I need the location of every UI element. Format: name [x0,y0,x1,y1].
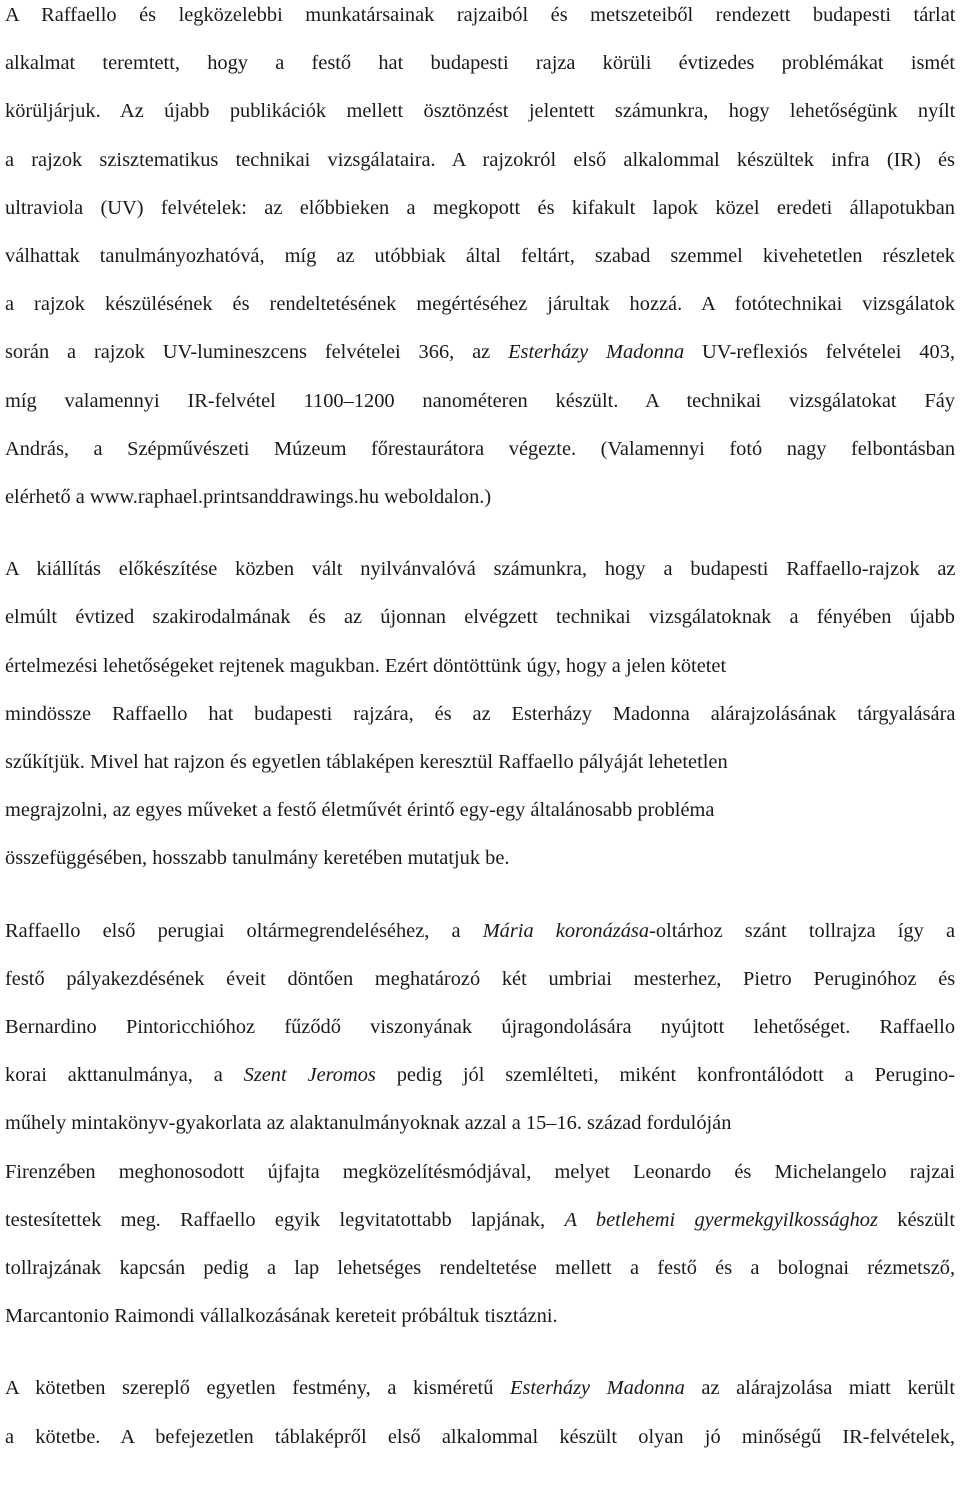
paragraph-4 [5,1364,955,1460]
artwork-title: A betlehemi gyermekgyilkossághoz [564,1208,878,1231]
text-line: megrajzolni, az egyes műveket a festő életművét érintő egy-egy általánosabb probléma [5,799,715,822]
text-segment: pedig jól szemlélteti, miként konfrontálódott a Perugino- [375,1064,955,1087]
text-line: míg valamennyi IR-felvétel 1100–1200 nanométeren készült. A technikai vizsgálatokat Fáy [5,389,955,412]
text-line: műhely mintakönyv-gyakorlata az alaktanulmányoknak azzal a 15–16. század fordulóján [5,1112,732,1135]
text-line: összefüggésében, hosszabb tanulmány keretében mutatjuk be. [5,847,510,870]
text-line [5,1364,955,1412]
text-segment: Raffaello első perugiai oltármegrendeléséhez, a [5,919,483,942]
text-line: Marcantonio Raimondi vállalkozásának kereteit próbáltuk tisztázni. [5,1305,558,1328]
text-line: Bernardino Pintoricchióhoz fűződő viszonyának újragondolására nyújtott lehetőséget. Raffaello [5,1016,956,1039]
text-line: a rajzok szisztematikus technikai vizsgálataira. A rajzokról első alkalommal készültek infra (IR) és [5,148,955,171]
text-segment: UV-reflexiós felvételei 403, [684,341,955,364]
text-line: szűkítjük. Mivel hat rajzon és egyetlen táblaképen keresztül Raffaello pályáját lehetetlen [5,751,728,774]
document-page [5,0,955,1485]
text-line: elérhető a www.raphael.printsanddrawings.hu weboldalon.) [5,486,492,509]
paragraph-2 [5,545,955,882]
text-line: értelmezési lehetőségeket rejtenek magukban. Ezért döntöttünk úgy, hogy a jelen kötetet [5,654,727,677]
text-line [5,328,955,376]
text-line: elmúlt évtized szakirodalmának és az újonnan elvégzett technikai vizsgálatoknak a fényében újabb [5,606,955,629]
text-line [5,1196,955,1244]
text-segment: testesítettek meg. Raffaello egyik legvitatottabb lapjának, [5,1208,565,1231]
text-line [5,907,955,955]
text-segment: az alárajzolása miatt került [684,1377,956,1400]
artwork-title: Esterházy Madonna [510,1377,685,1400]
text-segment: korai akttanulmánya, a [5,1064,244,1087]
text-line: Firenzében meghonosodott újfajta megközelítésmódjával, melyet Leonardo és Michelangelo rajzai [5,1160,955,1183]
text-line [5,1051,955,1099]
text-segment: A kötetben szereplő egyetlen festmény, a kisméretű [5,1377,510,1400]
text-line: válhattak tanulmányozhatóvá, míg az utóbbiak által feltárt, szabad szemmel kivehetetlen részletek [5,245,955,268]
text-line: András, a Szépművészeti Múzeum főrestaurátora végezte. (Valamennyi fotó nagy felbontásban [5,437,956,460]
text-line: tollrajzának kapcsán pedig a lap lehetséges rendeltetése mellett a festő és a bolognai rézmetsző, [5,1257,956,1280]
text-segment: készült [877,1208,956,1231]
artwork-title: Mária koronázása [482,919,650,942]
text-line: körüljárjuk. Az újabb publikációk mellett ösztönzést jelentett számunkra, hogy lehetőségünk nyílt [5,100,956,123]
text-line: a kötetbe. A befejezetlen táblaképről első alkalommal készült olyan jó minőségű IR-felvételek, [5,1425,955,1448]
text-segment: során a rajzok UV-lumineszcens felvételei 366, az [5,341,509,364]
text-line: mindössze Raffaello hat budapesti rajzára, és az Esterházy Madonna alárajzolásának tárgyalására [5,702,956,725]
paragraph-1 [5,0,955,521]
text-segment: -oltárhoz szánt tollrajza így a [649,919,955,942]
text-line: festő pályakezdésének éveit döntően meghatározó két umbriai mesterhez, Pietro Peruginóhoz és [5,967,956,990]
text-line: A kiállítás előkészítése közben vált nyilvánvalóvá számunkra, hogy a budapesti Raffaello-rajzok az [5,558,956,581]
paragraph-3 [5,907,955,1341]
text-line: A Raffaello és legközelebbi munkatársainak rajzaiból és metszeteiből rendezett budapesti tárlat [5,4,956,26]
artwork-title: Szent Jeromos [243,1064,376,1087]
text-line: a rajzok készülésének és rendeltetésének megértéséhez járultak hozzá. A fotótechnikai vizsgálatok [5,293,956,316]
text-line: alkalmat teremtett, hogy a festő hat budapesti rajza körüli évtizedes problémákat ismét [5,52,955,75]
artwork-title: Esterházy Madonna [508,341,685,364]
text-line: ultraviola (UV) felvételek: az előbbieken a megkopott és kifakult lapok közel eredeti állapotukban [5,196,955,219]
